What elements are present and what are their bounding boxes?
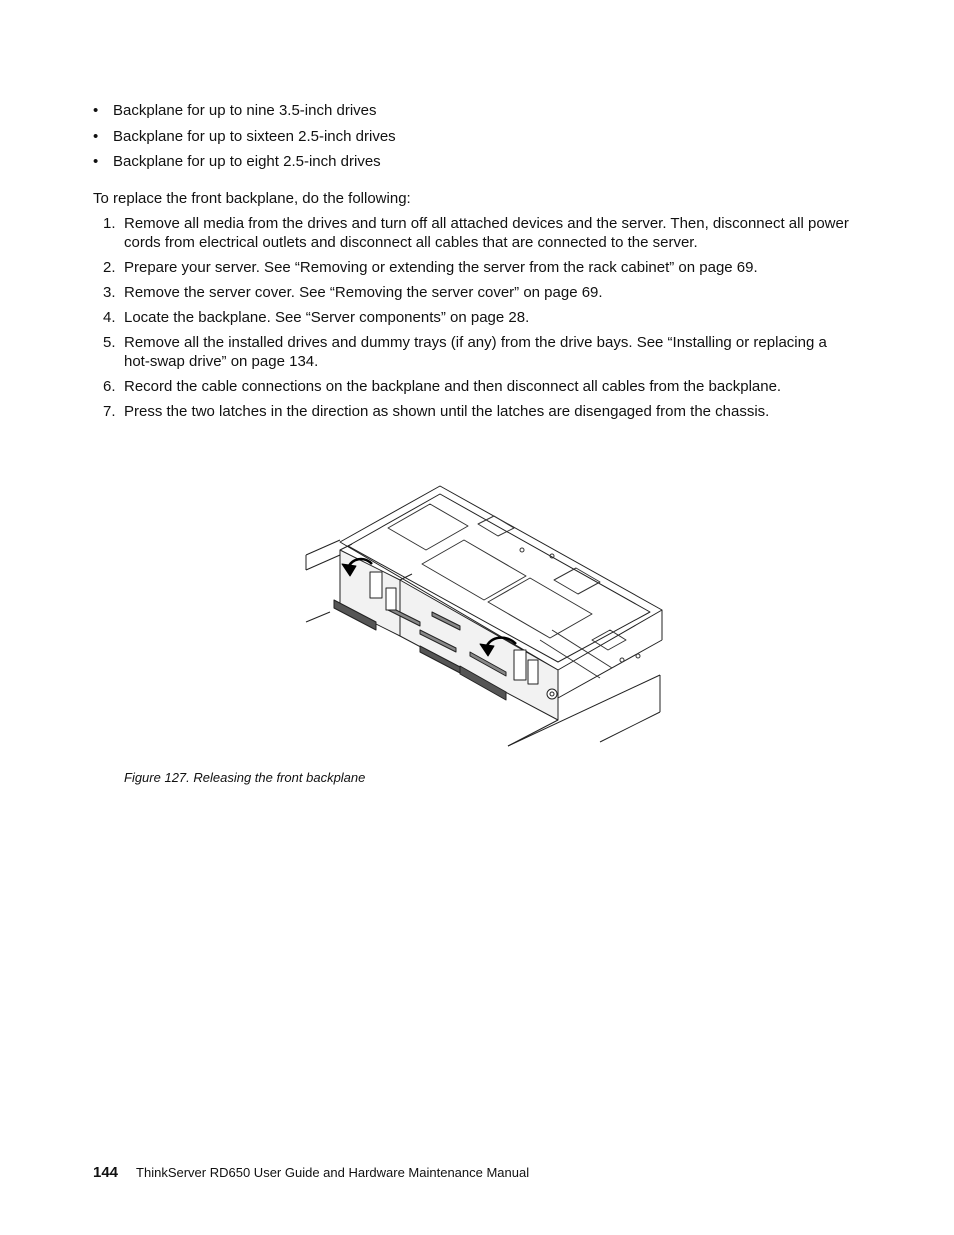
step-number: 7. bbox=[103, 403, 116, 420]
step-item bbox=[93, 258, 853, 277]
bullet-text: Backplane for up to nine 3.5-inch drives bbox=[113, 102, 377, 119]
backplane-board bbox=[340, 544, 558, 720]
step-number: 6. bbox=[103, 378, 116, 395]
bullet-item bbox=[93, 152, 853, 172]
manual-title: ThinkServer RD650 User Guide and Hardware Maintenance Manual bbox=[136, 1165, 530, 1180]
step-number: 5. bbox=[103, 334, 116, 351]
step-number: 2. bbox=[103, 259, 116, 276]
bullet-symbol: • bbox=[93, 102, 99, 119]
step-text: Remove all the installed drives and dummy trays (if any) from the drive bays. See “Installing or replacing a hot-swap drive” on page 134. bbox=[124, 334, 827, 370]
step-text: Locate the backplane. See “Server components” on page 28. bbox=[124, 309, 530, 326]
step-item bbox=[93, 308, 853, 327]
step-item bbox=[93, 214, 853, 252]
step-number: 3. bbox=[103, 284, 116, 301]
bullet-symbol: • bbox=[93, 153, 99, 170]
page-number: 144 bbox=[93, 1164, 119, 1181]
step-text: Press the two latches in the direction as shown until the latches are disengaged from the chassis. bbox=[124, 403, 770, 420]
step-text: Remove all media from the drives and turn off all attached devices and the server. Then, disconnect all power cords from electrical outlets and disconnect all cables that are connected to the server. bbox=[124, 215, 849, 251]
figure-caption: Figure 127. Releasing the front backplane bbox=[124, 770, 366, 785]
step-item bbox=[93, 283, 853, 302]
bullet-text: Backplane for up to eight 2.5-inch drives bbox=[113, 153, 381, 170]
step-item bbox=[93, 333, 853, 371]
step-number: 1. bbox=[103, 215, 116, 232]
bullet-item bbox=[93, 127, 853, 147]
intro-paragraph: To replace the front backplane, do the following: bbox=[93, 190, 411, 207]
bullet-list bbox=[93, 101, 853, 178]
bullet-item bbox=[93, 101, 853, 121]
step-number: 4. bbox=[103, 309, 116, 326]
step-text: Remove the server cover. See “Removing the server cover” on page 69. bbox=[124, 284, 603, 301]
backplane-illustration bbox=[300, 480, 664, 752]
bullet-symbol: • bbox=[93, 127, 99, 145]
step-item bbox=[93, 402, 853, 421]
procedure-steps bbox=[93, 214, 853, 427]
page-footer bbox=[93, 1164, 529, 1181]
step-text: Record the cable connections on the backplane and then disconnect all cables from the backplane. bbox=[124, 378, 782, 395]
bullet-text: Backplane for up to sixteen 2.5-inch drives bbox=[113, 127, 396, 145]
step-item bbox=[93, 377, 853, 396]
step-text: Prepare your server. See “Removing or extending the server from the rack cabinet” on page 69. bbox=[124, 259, 758, 276]
